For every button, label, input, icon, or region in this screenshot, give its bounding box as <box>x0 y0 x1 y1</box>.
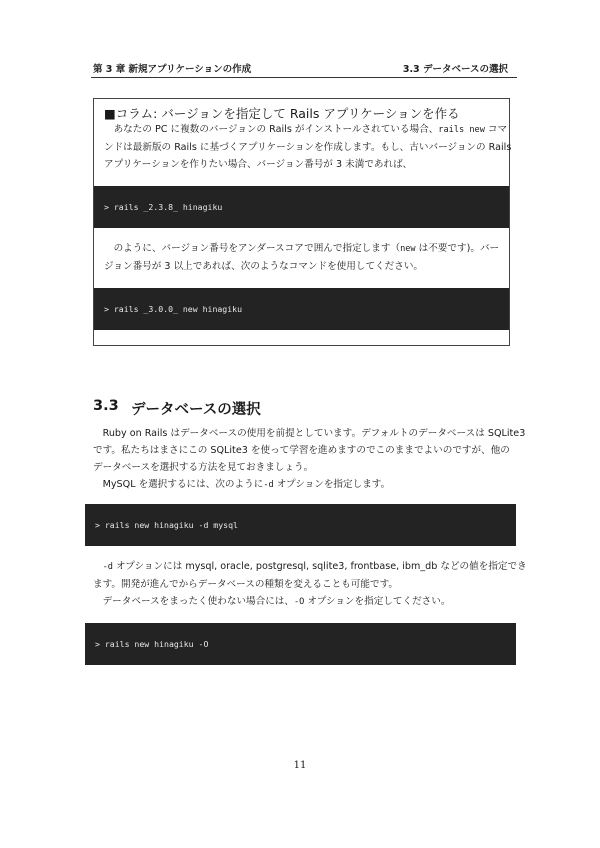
page-number: 11 <box>293 760 307 771</box>
text-span: MySQL を選択するには、次のように <box>93 479 264 490</box>
header-divider <box>91 77 517 78</box>
inline-code: rails new <box>438 125 485 135</box>
text-line <box>93 593 527 611</box>
code-block-rails-300: > rails _3.0.0_ new hinagiku <box>94 288 509 330</box>
text-span: データベースをまったく使わない場合には、 <box>93 596 294 607</box>
text-line: アプリケーションを作りたい場合、バージョン番号が 3 未満であれば、 <box>104 159 413 170</box>
text-line: データベースを選択する方法を見ておきましょう。 <box>93 462 314 473</box>
text-span: コマ <box>484 124 508 135</box>
text-span: オプションを指定してください。 <box>304 596 451 607</box>
section-number: 3.3 <box>93 398 119 414</box>
text-line <box>93 476 525 494</box>
inline-code: new <box>400 244 416 254</box>
code-block-rails-238: > rails _2.3.8_ hinagiku <box>94 186 509 228</box>
section-paragraph-2 <box>93 558 527 611</box>
text-line: ジョン番号が 3 以上であれば、次のようなコマンドを使用してください。 <box>104 261 424 272</box>
text-line <box>93 558 527 576</box>
text-line: です。私たちはまさにこの SQLite3 を使って学習を進めますのでこのままでよいのですが、他の <box>93 445 510 456</box>
inline-code: -d <box>102 562 113 572</box>
code-block-mysql: > rails new hinagiku -d mysql <box>85 504 516 546</box>
section-title: データベースの選択 <box>131 402 261 418</box>
text-line: Ruby on Rails はデータベースの使用を前提としています。デフォルトのデータベースは SQLite3 <box>93 428 526 439</box>
text-span: のように、バージョン番号をアンダースコアで囲んで指定します（ <box>104 243 401 254</box>
running-header-chapter: 第 3 章 新規アプリケーションの作成 <box>93 64 252 75</box>
text-span: は不要です)。バー <box>415 243 500 254</box>
text-line <box>104 121 511 139</box>
running-header-section: 3.3 データベースの選択 <box>402 64 508 75</box>
text-span: オプションには mysql, oracle, postgresql, sqlite3, frontbase, ibm_db などの値を指定でき <box>112 561 527 572</box>
text-line: ンドは最新版の Rails に基づくアプリケーションを作成します。もし、古いバージョンの Rails <box>104 142 512 153</box>
text-span: あなたの PC に複数のバージョンの Rails がインストールされている場合、 <box>104 124 439 135</box>
column-paragraph-1 <box>104 121 511 173</box>
inline-code: -d <box>263 480 274 490</box>
text-span: オプションを指定します。 <box>273 479 391 490</box>
text-line: ます。開発が進んでからデータベースの種類を変えることも可能です。 <box>93 579 398 590</box>
section-paragraph-1 <box>93 425 525 494</box>
inline-code: -O <box>294 597 305 607</box>
column-paragraph-2 <box>104 240 499 275</box>
column-title: ■コラム: バージョンを指定して Rails アプリケーションを作る <box>104 106 460 121</box>
text-line <box>104 240 499 258</box>
code-block-no-database: > rails new hinagiku -O <box>85 623 516 665</box>
